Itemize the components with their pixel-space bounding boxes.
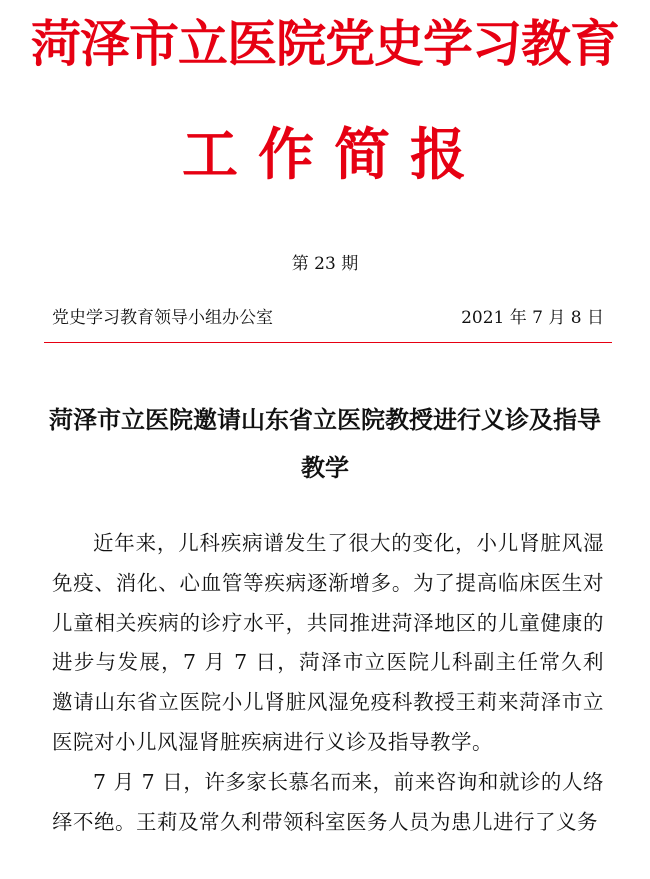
- bulletin-banner-subtitle: 工作简报: [182, 122, 486, 188]
- article-paragraph: 7 月 7 日，许多家长慕名而来，前来咨询和就诊的人络绎不绝。王莉及常久利带领科室医务人员为患儿进行了义务: [52, 769, 604, 834]
- article-body: [52, 524, 604, 842]
- header-divider: [44, 342, 612, 343]
- bulletin-banner-title: 菏泽市立医院党史学习教育: [31, 14, 619, 73]
- article-title: 菏泽市立医院邀请山东省立医院教授进行义诊及指导教学: [49, 405, 601, 482]
- issue-date: 2021 年 7 月 8 日: [461, 308, 604, 328]
- issue-number: 第 23 期: [291, 254, 359, 274]
- article-paragraph: 近年来，儿科疾病谱发生了很大的变化，小儿肾脏风湿免疫、消化、心血管等疾病逐渐增多。为了提高临床医生对儿童相关疾病的诊疗水平，共同推进菏泽地区的儿童健康的进步与发展，7 月 7 日，菏泽市立医院儿科副主任常久利邀请山东省立医院小儿肾脏风湿免疫科教授王莉来菏泽市立医院对小儿风湿肾脏疾病进行义诊及指导教学。: [52, 531, 604, 754]
- issuing-office: 党史学习教育领导小组办公室: [52, 308, 273, 328]
- issuer-date-row: [52, 310, 604, 327]
